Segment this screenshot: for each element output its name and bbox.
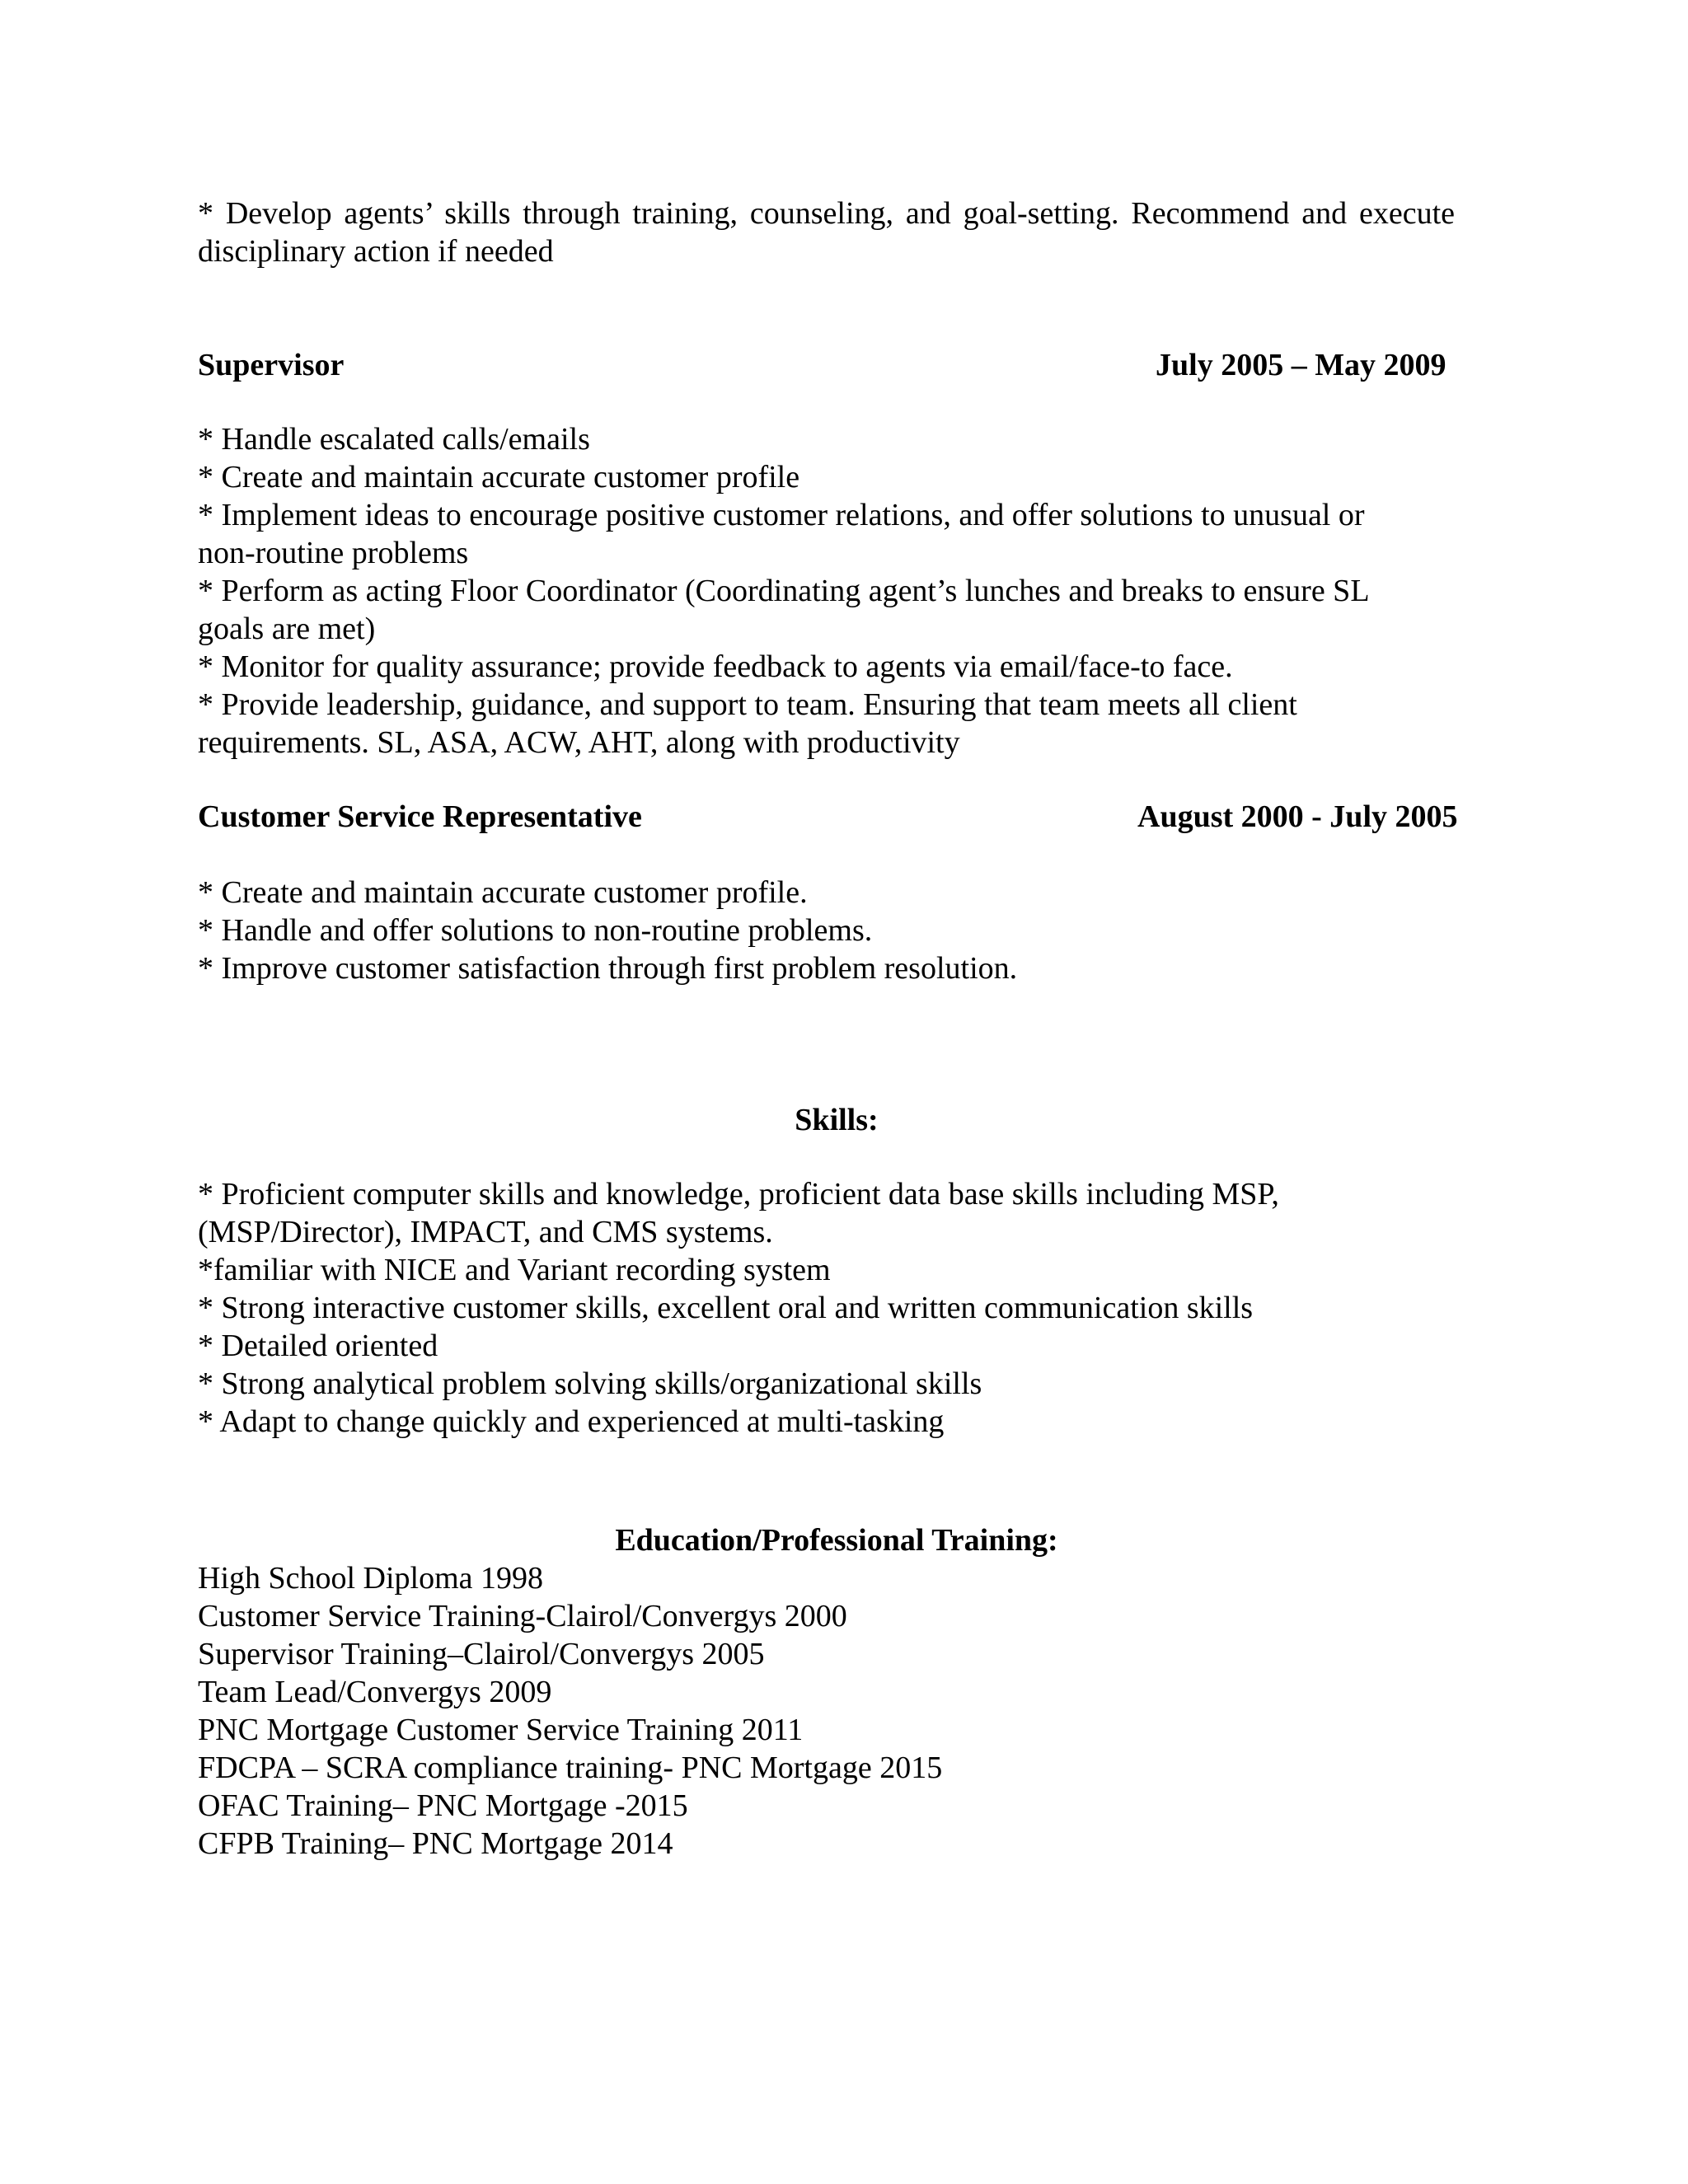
intro-line-1: * Develop agents’ skills through training, counseling, and goal-setting. Recommend and execute: [198, 196, 1455, 231]
duty-line: * Improve customer satisfaction through first problem resolution.: [198, 951, 1018, 986]
skill-line: * Strong analytical problem solving skills/organizational skills: [198, 1366, 982, 1401]
education-list: [198, 1559, 942, 1863]
duty-line: * Create and maintain accurate customer profile: [198, 460, 800, 494]
skill-line: * Adapt to change quickly and experienced at multi-tasking: [198, 1404, 945, 1439]
duty-line: * Create and maintain accurate customer profile.: [198, 875, 808, 910]
duty-line: * Provide leadership, guidance, and support to team. Ensuring that team meets all client: [198, 687, 1297, 722]
skills-list: [198, 1175, 1279, 1441]
skill-line: *familiar with NICE and Variant recording system: [198, 1253, 831, 1287]
duty-line: * Monitor for quality assurance; provide feedback to agents via email/face-to face.: [198, 649, 1233, 684]
job-title-csr: Customer Service Representative: [198, 799, 642, 834]
duty-line: * Perform as acting Floor Coordinator (Coordinating agent’s lunches and breaks to ensure SL: [198, 574, 1370, 608]
skill-line: (MSP/Director), IMPACT, and CMS systems.: [198, 1215, 773, 1249]
duty-line: goals are met): [198, 612, 376, 646]
duty-line: requirements. SL, ASA, ACW, AHT, along with productivity: [198, 725, 960, 760]
skills-heading: Skills:: [795, 1103, 879, 1137]
education-line: Supervisor Training–Clairol/Convergys 2005: [198, 1637, 765, 1671]
intro-line-2: disciplinary action if needed: [198, 234, 554, 269]
education-line: PNC Mortgage Customer Service Training 2011: [198, 1713, 804, 1747]
job-dates-csr: August 2000 - July 2005: [1137, 799, 1458, 834]
skill-line: * Strong interactive customer skills, excellent oral and written communication skills: [198, 1291, 1254, 1325]
education-line: Customer Service Training-Clairol/Convergys 2000: [198, 1599, 847, 1633]
education-line: Team Lead/Convergys 2009: [198, 1675, 552, 1709]
job-duties-supervisor: [198, 420, 1370, 762]
job-title-supervisor: Supervisor: [198, 348, 345, 382]
skill-line: * Detailed oriented: [198, 1329, 438, 1363]
duty-line: * Handle and offer solutions to non-routine problems.: [198, 913, 873, 948]
duty-line: * Implement ideas to encourage positive customer relations, and offer solutions to unusual or: [198, 498, 1365, 532]
intro-bullet: [198, 194, 1455, 270]
job-dates-supervisor: July 2005 – May 2009: [1156, 348, 1447, 382]
duty-line: * Handle escalated calls/emails: [198, 422, 590, 457]
education-line: CFPB Training– PNC Mortgage 2014: [198, 1826, 673, 1861]
job-duties-csr: [198, 874, 1017, 987]
education-heading: Education/Professional Training:: [615, 1523, 1058, 1558]
skill-line: * Proficient computer skills and knowledge, proficient data base skills including MSP,: [198, 1177, 1279, 1212]
education-line: OFAC Training– PNC Mortgage -2015: [198, 1788, 688, 1823]
education-line: FDCPA – SCRA compliance training- PNC Mortgage 2015: [198, 1750, 943, 1785]
duty-line: non-routine problems: [198, 536, 469, 570]
education-line: High School Diploma 1998: [198, 1561, 544, 1596]
